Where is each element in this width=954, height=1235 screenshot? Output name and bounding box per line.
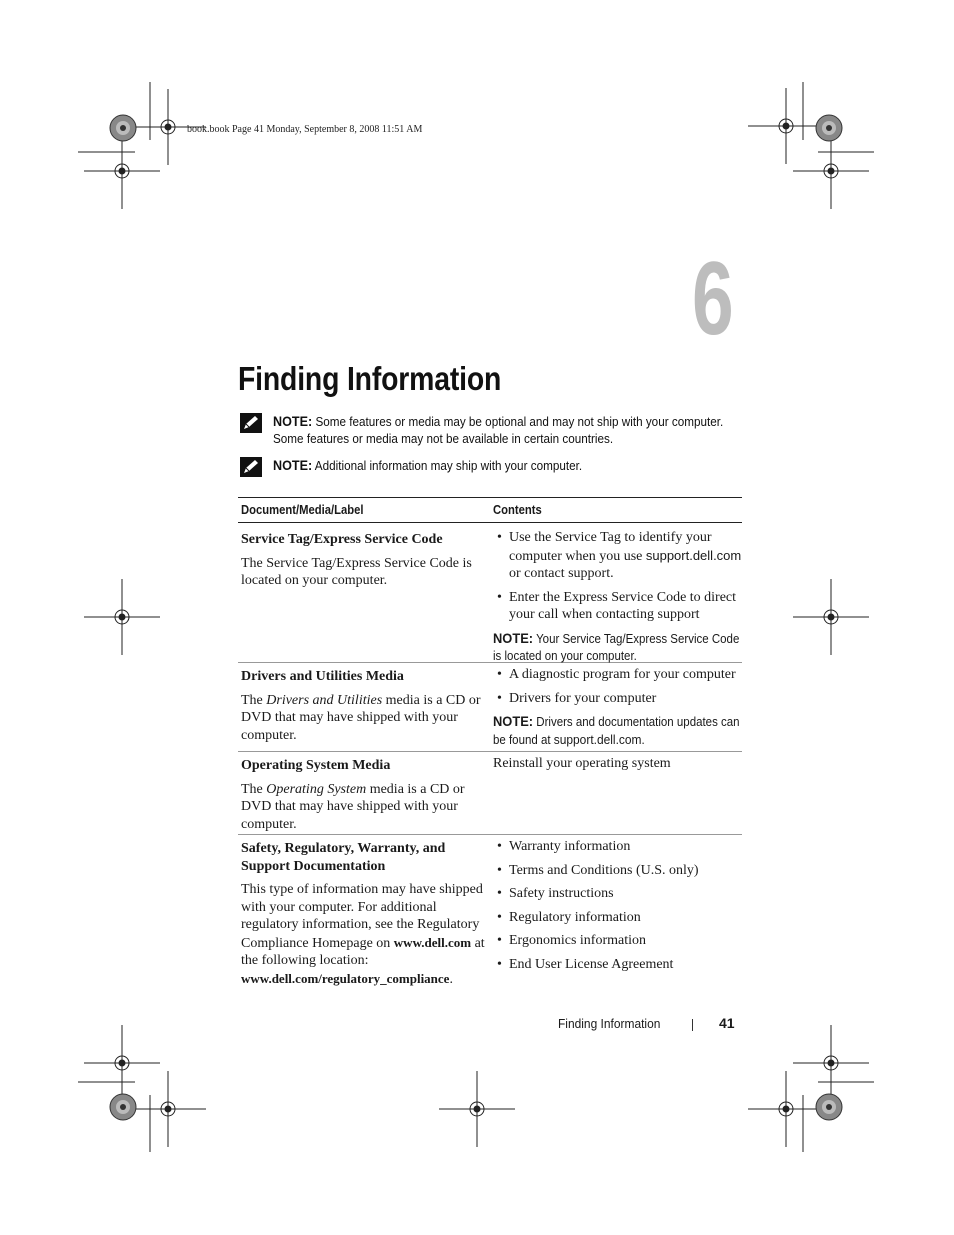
support-link: support.dell.com [645, 547, 742, 563]
row-desc: The Drivers and Utilities media is a CD or DVD that may have shipped with your computer. [241, 692, 481, 743]
list-item: • Use the Service Tag to identify your computer when you use support.dell.com or contact support. [493, 529, 743, 583]
row-note: NOTE: Drivers and documentation updates can be found at support.dell.com. [493, 713, 740, 747]
dell-link: www.dell.com [393, 934, 472, 950]
list-item: • A diagnostic program for your computer [493, 666, 743, 684]
list-item: • Warranty information [493, 838, 743, 856]
list-item: • Terms and Conditions (U.S. only) [493, 862, 743, 880]
page-number: 41 [719, 1015, 735, 1031]
list-item: • End User License Agreement [493, 956, 743, 974]
list-item: • Regulatory information [493, 909, 743, 927]
regulatory-link: www.dell.com/regulatory_compliance [241, 970, 450, 986]
info-table [238, 497, 742, 985]
footer-section: Finding Information [558, 1016, 661, 1031]
pencil-note-icon [240, 457, 262, 477]
table-header [238, 497, 742, 523]
note-1 [240, 413, 724, 447]
row-title: Safety, Regulatory, Warranty, and Support Documentation [241, 841, 446, 874]
row-contents: Reinstall your operating system [493, 756, 671, 771]
list-item: • Enter the Express Service Code to direct your call when contacting support [493, 589, 743, 624]
row-title: Drivers and Utilities Media [241, 669, 404, 684]
note-text: Some features or media may be optional and may not ship with your computer. Some features or media may not be available in certain countries. [273, 414, 724, 446]
table-row [238, 835, 742, 985]
chapter-number: 6 [692, 241, 733, 357]
list-item: • Safety instructions [493, 885, 743, 903]
header-contents: Contents [493, 503, 542, 517]
chapter-title: Finding Information [238, 360, 502, 397]
row-title: Operating System Media [241, 758, 391, 773]
table-row [238, 663, 742, 752]
list-item: • Ergonomics information [493, 932, 743, 950]
support-link: support.dell.com [553, 732, 642, 747]
header-document: Document/Media/Label [241, 503, 364, 517]
row-desc: This type of information may have shipped with your computer. For additional regulatory information, see the Regulatory Compliance Homepage on www.dell.com at the following location: www.dell.com/regulatory_compliance. [241, 882, 485, 987]
print-slug: book.book Page 41 Monday, September 8, 2008 11:51 AM [187, 124, 423, 135]
row-title: Service Tag/Express Service Code [241, 532, 443, 547]
list-item: • Drivers for your computer [493, 690, 743, 708]
row-desc: The Service Tag/Express Service Code is located on your computer. [241, 555, 472, 588]
note-label: NOTE: [273, 413, 313, 429]
row-desc: The Operating System media is a CD or DVD that may have shipped with your computer. [241, 781, 465, 832]
table-row [238, 523, 742, 663]
note-2 [240, 457, 720, 474]
note-text: Additional information may ship with your computer. [312, 458, 583, 473]
footer-divider [692, 1019, 693, 1031]
note-label: NOTE: [273, 457, 313, 473]
row-note: NOTE: Your Service Tag/Express Service Code is located on your computer. [493, 629, 740, 663]
table-row [238, 752, 742, 835]
pencil-note-icon [240, 413, 262, 433]
